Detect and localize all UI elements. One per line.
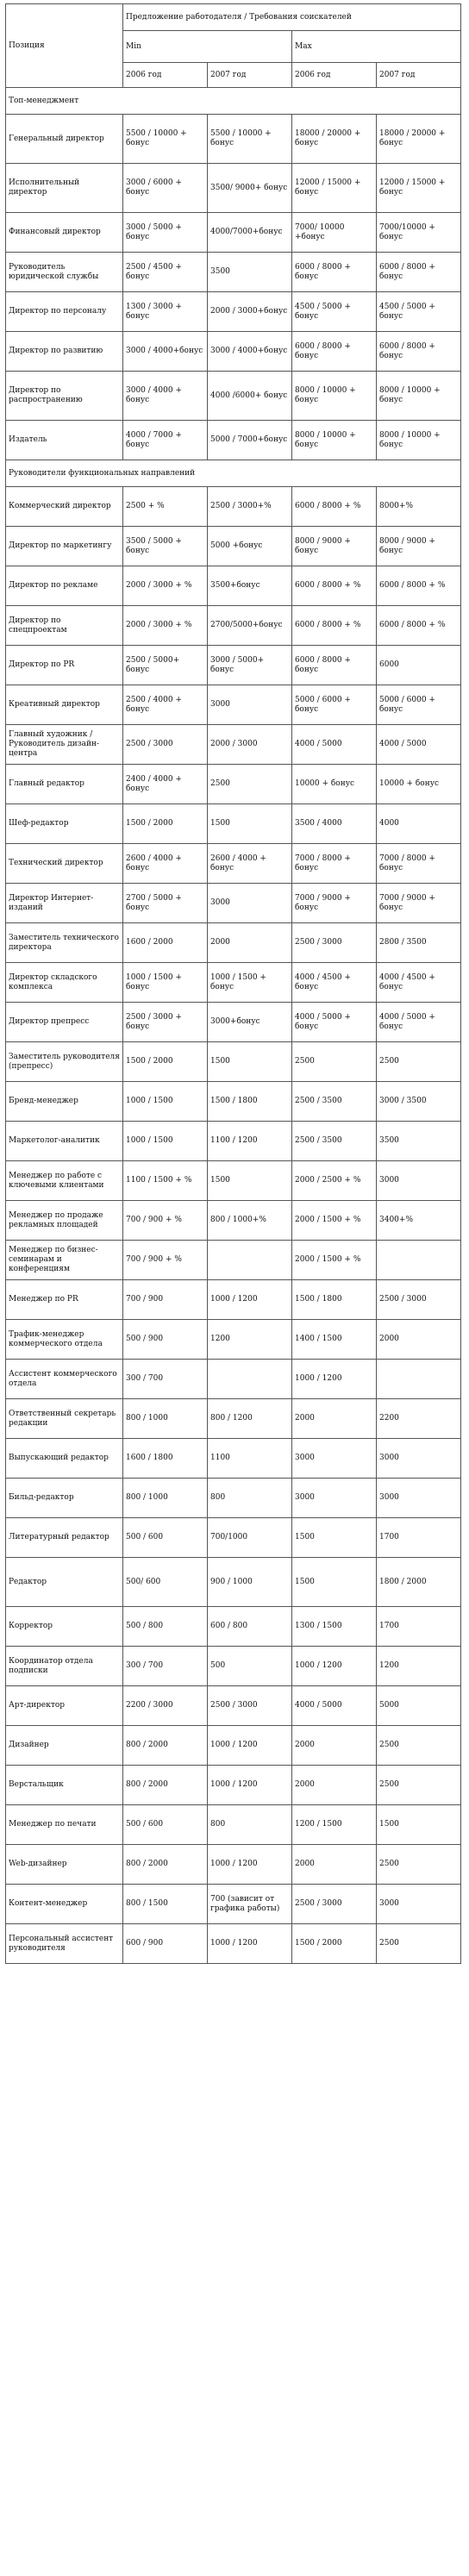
- table-row: [6, 804, 461, 844]
- salary-cell: 2200 / 3000: [123, 1686, 208, 1726]
- salary-cell: 2500 / 3500: [292, 1122, 377, 1161]
- salary-cell: 4500 / 5000 + бонус: [377, 292, 461, 332]
- salary-cell: 800 / 1200: [208, 1399, 292, 1439]
- salary-cell: 4000 / 5000 + бонус: [377, 1003, 461, 1042]
- salary-cell: 3000: [377, 1885, 461, 1924]
- table-row: [6, 1479, 461, 1518]
- salary-cell: 800 / 2000: [123, 1845, 208, 1885]
- salary-cell: 3500+бонус: [208, 566, 292, 606]
- salary-cell: 2500: [377, 1766, 461, 1805]
- table-row: [6, 1805, 461, 1845]
- table-row: [6, 1399, 461, 1439]
- salary-cell: 1000 / 1500 + бонус: [208, 963, 292, 1003]
- position-cell: Верстальщик: [6, 1766, 123, 1805]
- salary-cell: 10000 + бонус: [377, 765, 461, 804]
- table-row: [6, 1558, 461, 1607]
- salary-cell: 2500: [377, 1042, 461, 1082]
- salary-cell: 2500: [208, 765, 292, 804]
- salary-cell: 18000 / 20000 + бонус: [377, 115, 461, 164]
- salary-cell: 6000 / 8000 + бонус: [292, 253, 377, 292]
- position-cell: Персональный ассистент руководителя: [6, 1924, 123, 1964]
- position-cell: Ассистент коммерческого отдела: [6, 1360, 123, 1399]
- table-row: [6, 213, 461, 253]
- salary-cell: 2500 / 3000 + бонус: [123, 1003, 208, 1042]
- salary-cell: 1000 / 1200: [208, 1280, 292, 1320]
- salary-cell: 2500 + %: [123, 487, 208, 527]
- salary-cell: 1100 / 1200: [208, 1122, 292, 1161]
- salary-cell: 2500: [292, 1042, 377, 1082]
- table-row: [6, 253, 461, 292]
- table-row: [6, 963, 461, 1003]
- salary-cell: 4000 / 5000: [377, 725, 461, 765]
- position-cell: Выпускающий редактор: [6, 1439, 123, 1479]
- position-cell: Менеджер по бизнес-семинарам и конференциям: [6, 1241, 123, 1280]
- position-cell: Директор складского комплекса: [6, 963, 123, 1003]
- salary-cell: 4000 / 7000 + бонус: [123, 421, 208, 460]
- position-cell: Директор по рекламе: [6, 566, 123, 606]
- salary-cell: 7000/ 10000 +бонус: [292, 213, 377, 253]
- salary-cell: 3000: [292, 1439, 377, 1479]
- table-row: [6, 1766, 461, 1805]
- salary-cell: 2000 / 3000: [208, 725, 292, 765]
- salary-cell: 3500 / 5000 + бонус: [123, 527, 208, 566]
- salary-cell: 500 / 600: [123, 1805, 208, 1845]
- table-row: [6, 164, 461, 213]
- salary-cell: 1500: [292, 1518, 377, 1558]
- position-cell: Менеджер по печати: [6, 1805, 123, 1845]
- salary-cell: 1000 / 1500 + бонус: [123, 963, 208, 1003]
- salary-cell: 2500: [377, 1726, 461, 1766]
- table-row: [6, 725, 461, 765]
- salary-cell: 800 / 1000: [123, 1479, 208, 1518]
- salary-cell: 5000 / 6000 + бонус: [292, 685, 377, 725]
- table-row: [6, 1122, 461, 1161]
- salary-cell: 2000: [377, 1320, 461, 1360]
- salary-cell: 3000 / 5000 + бонус: [123, 213, 208, 253]
- salary-cell: 3500/ 9000+ бонус: [208, 164, 292, 213]
- salary-cell: 6000 / 8000 + бонус: [292, 332, 377, 372]
- year-header: 2007 год: [377, 63, 461, 88]
- salary-cell: 2000: [292, 1726, 377, 1766]
- salary-cell: 1500 / 1800: [292, 1280, 377, 1320]
- salary-cell: 4000 /6000+ бонус: [208, 372, 292, 421]
- position-cell: Директор по маркетингу: [6, 527, 123, 566]
- position-cell: Трафик-менеджер коммерческого отдела: [6, 1320, 123, 1360]
- position-cell: Бильд-редактор: [6, 1479, 123, 1518]
- salary-cell: 7000 / 8000 + бонус: [292, 844, 377, 884]
- salary-cell: 500: [208, 1647, 292, 1686]
- position-cell: Исполнительный директор: [6, 164, 123, 213]
- salary-cell: 1000 / 1500: [123, 1122, 208, 1161]
- salary-cell: 2500 / 3000: [123, 725, 208, 765]
- salary-cell: 2000 / 2500 + %: [292, 1161, 377, 1201]
- position-cell: Финансовый директор: [6, 213, 123, 253]
- table-row: [6, 1647, 461, 1686]
- table-row: [6, 685, 461, 725]
- salary-cell: 1000 / 1500: [123, 1082, 208, 1122]
- salary-cell: 3000 / 5000+ бонус: [208, 646, 292, 685]
- salary-cell: 2500 / 4500 + бонус: [123, 253, 208, 292]
- salary-cell: 2500 / 4000 + бонус: [123, 685, 208, 725]
- max-header: Max: [292, 31, 461, 63]
- salary-cell: 3000 / 6000 + бонус: [123, 164, 208, 213]
- salary-cell: 500 / 800: [123, 1607, 208, 1647]
- salary-cell: 700 / 900 + %: [123, 1241, 208, 1280]
- salary-cell: 1000 / 1200: [292, 1647, 377, 1686]
- position-cell: Директор по распространению: [6, 372, 123, 421]
- salary-cell: 8000 / 9000 + бонус: [292, 527, 377, 566]
- table-row: [6, 332, 461, 372]
- position-cell: Маркетолог-аналитик: [6, 1122, 123, 1161]
- position-cell: Генеральный директор: [6, 115, 123, 164]
- salary-cell: 2000: [292, 1766, 377, 1805]
- salary-cell: 2400 / 4000 + бонус: [123, 765, 208, 804]
- position-cell: Технический директор: [6, 844, 123, 884]
- salary-cell: 2600 / 4000 + бонус: [123, 844, 208, 884]
- salary-cell: 6000 / 8000 + бонус: [292, 646, 377, 685]
- salary-cell: 4000 / 4500 + бонус: [377, 963, 461, 1003]
- salary-cell: 3000: [377, 1479, 461, 1518]
- salary-cell: 1500: [292, 1558, 377, 1607]
- salary-cell: 1500 / 2000: [292, 1924, 377, 1964]
- year-header: 2006 год: [123, 63, 208, 88]
- section-label: Руководители функциональных направлений: [6, 460, 461, 487]
- position-cell: Менеджер по продаже рекламных площадей: [6, 1201, 123, 1241]
- salary-cell: 2500 / 3000: [292, 923, 377, 963]
- salary-cell: 3500: [208, 253, 292, 292]
- salary-cell: 4000/7000+бонус: [208, 213, 292, 253]
- salary-cell: 8000 / 10000 + бонус: [292, 421, 377, 460]
- salary-cell: 600 / 900: [123, 1924, 208, 1964]
- salary-cell: 2000 / 3000 + %: [123, 566, 208, 606]
- salary-cell: 1000 / 1200: [292, 1360, 377, 1399]
- salary-cell: 1600 / 2000: [123, 923, 208, 963]
- salary-cell: [208, 1241, 292, 1280]
- salary-cell: 5000 / 6000 + бонус: [377, 685, 461, 725]
- salary-cell: 800 / 2000: [123, 1726, 208, 1766]
- salary-cell: 3500: [377, 1122, 461, 1161]
- salary-cell: 1500 / 2000: [123, 1042, 208, 1082]
- table-row: [6, 844, 461, 884]
- salary-cell: 5000 / 7000+бонус: [208, 421, 292, 460]
- salary-cell: 6000 / 8000 + %: [292, 566, 377, 606]
- table-row: [6, 566, 461, 606]
- salary-cell: 700 / 900: [123, 1280, 208, 1320]
- salary-cell: 7000 / 8000 + бонус: [377, 844, 461, 884]
- table-row: [6, 421, 461, 460]
- salary-cell: 1700: [377, 1518, 461, 1558]
- salary-cell: 300 / 700: [123, 1360, 208, 1399]
- salary-cell: 18000 / 20000 + бонус: [292, 115, 377, 164]
- salary-cell: 2500: [377, 1845, 461, 1885]
- position-cell: Директор по развитию: [6, 332, 123, 372]
- salary-cell: 3000: [292, 1479, 377, 1518]
- salary-cell: 2600 / 4000 + бонус: [208, 844, 292, 884]
- table-row: [6, 115, 461, 164]
- salary-cell: 1000 / 1200: [208, 1766, 292, 1805]
- salary-cell: 2000: [292, 1845, 377, 1885]
- salary-cell: 1000 / 1200: [208, 1924, 292, 1964]
- salary-cell: 1100: [208, 1439, 292, 1479]
- salary-cell: 800 / 2000: [123, 1766, 208, 1805]
- salary-cell: 1500 / 1800: [208, 1082, 292, 1122]
- position-cell: Арт-директор: [6, 1686, 123, 1726]
- salary-cell: 1200: [377, 1647, 461, 1686]
- salary-cell: 1400 / 1500: [292, 1320, 377, 1360]
- position-cell: Литературный редактор: [6, 1518, 123, 1558]
- offer-header: Предложение работодателя / Требования соискателей: [123, 4, 461, 31]
- table-row: [6, 606, 461, 646]
- salary-cell: 4500 / 5000 + бонус: [292, 292, 377, 332]
- salary-cell: 1300 / 3000 + бонус: [123, 292, 208, 332]
- position-cell: Руководитель юридической службы: [6, 253, 123, 292]
- table-row: [6, 1518, 461, 1558]
- salary-cell: 7000 / 9000 + бонус: [292, 884, 377, 923]
- salary-cell: 1500: [377, 1805, 461, 1845]
- salary-cell: 3000: [377, 1439, 461, 1479]
- salary-cell: 1500: [208, 1042, 292, 1082]
- salary-cell: 2500: [377, 1924, 461, 1964]
- position-cell: Редактор: [6, 1558, 123, 1607]
- salary-cell: 1000 / 1200: [208, 1726, 292, 1766]
- position-cell: Ответственный секретарь редакции: [6, 1399, 123, 1439]
- salary-cell: 1700: [377, 1607, 461, 1647]
- table-row: [6, 1082, 461, 1122]
- salary-cell: 5500 / 10000 + бонус: [208, 115, 292, 164]
- salary-cell: [377, 1241, 461, 1280]
- salary-cell: 6000: [377, 646, 461, 685]
- salary-cell: 6000 / 8000 + %: [292, 606, 377, 646]
- section-row: [6, 88, 461, 115]
- position-cell: Издатель: [6, 421, 123, 460]
- table-row: [6, 1201, 461, 1241]
- position-cell: Директор по спецпроектам: [6, 606, 123, 646]
- salary-cell: 8000 / 9000 + бонус: [377, 527, 461, 566]
- salary-cell: 2500 / 3000: [377, 1280, 461, 1320]
- salary-cell: 4000 / 5000: [292, 1686, 377, 1726]
- position-cell: Креативный директор: [6, 685, 123, 725]
- table-row: [6, 765, 461, 804]
- salary-cell: 6000 / 8000 + бонус: [377, 332, 461, 372]
- table-row: [6, 1845, 461, 1885]
- section-row: [6, 460, 461, 487]
- salary-cell: 8000 / 10000 + бонус: [377, 421, 461, 460]
- table-row: [6, 1439, 461, 1479]
- salary-cell: 12000 / 15000 + бонус: [377, 164, 461, 213]
- table-row: [6, 1726, 461, 1766]
- position-cell: Корректор: [6, 1607, 123, 1647]
- salary-cell: 3500 / 4000: [292, 804, 377, 844]
- salary-cell: 5000: [377, 1686, 461, 1726]
- salary-cell: 2000: [292, 1399, 377, 1439]
- table-row: [6, 1161, 461, 1201]
- salary-cell: 900 / 1000: [208, 1558, 292, 1607]
- salary-cell: 700/1000: [208, 1518, 292, 1558]
- salary-cell: 10000 + бонус: [292, 765, 377, 804]
- salary-cell: 7000 / 9000 + бонус: [377, 884, 461, 923]
- table-row: [6, 1320, 461, 1360]
- salary-cell: [377, 1360, 461, 1399]
- salary-cell: 1600 / 1800: [123, 1439, 208, 1479]
- salary-cell: 8000 / 10000 + бонус: [377, 372, 461, 421]
- position-cell: Заместитель руководителя (препресс): [6, 1042, 123, 1082]
- table-row: [6, 923, 461, 963]
- table-row: [6, 1360, 461, 1399]
- position-cell: Дизайнер: [6, 1726, 123, 1766]
- salary-cell: 2200: [377, 1399, 461, 1439]
- table-row: [6, 1885, 461, 1924]
- salary-cell: 6000 / 8000 + %: [292, 487, 377, 527]
- position-cell: Коммерческий директор: [6, 487, 123, 527]
- salary-cell: 1000 / 1200: [208, 1845, 292, 1885]
- salary-cell: 800 / 1000: [123, 1399, 208, 1439]
- salary-cell: 4000 / 4500 + бонус: [292, 963, 377, 1003]
- year-header: 2007 год: [208, 63, 292, 88]
- salary-cell: 3400+%: [377, 1201, 461, 1241]
- salary-cell: 6000 / 8000 + %: [377, 606, 461, 646]
- position-cell: Web-дизайнер: [6, 1845, 123, 1885]
- table-row: [6, 884, 461, 923]
- salary-table: [5, 3, 461, 1964]
- position-cell: Директор по PR: [6, 646, 123, 685]
- salary-cell: 800: [208, 1479, 292, 1518]
- position-cell: Контент-менеджер: [6, 1885, 123, 1924]
- salary-cell: 2000 / 1500 + %: [292, 1241, 377, 1280]
- salary-cell: 1200 / 1500: [292, 1805, 377, 1845]
- position-cell: Директор Интернет-изданий: [6, 884, 123, 923]
- salary-cell: 2000: [208, 923, 292, 963]
- salary-cell: 1500: [208, 804, 292, 844]
- salary-cell: 8000 / 10000 + бонус: [292, 372, 377, 421]
- salary-cell: 700 / 900 + %: [123, 1201, 208, 1241]
- salary-cell: 2500 / 3000: [208, 1686, 292, 1726]
- table-row: [6, 1003, 461, 1042]
- position-cell: Заместитель технического директора: [6, 923, 123, 963]
- salary-cell: 6000 / 8000 + бонус: [377, 253, 461, 292]
- salary-cell: 800: [208, 1805, 292, 1845]
- salary-cell: 2700/5000+бонус: [208, 606, 292, 646]
- salary-cell: 700 (зависит от графика работы): [208, 1885, 292, 1924]
- salary-cell: 3000+бонус: [208, 1003, 292, 1042]
- salary-cell: 2000 / 3000 + %: [123, 606, 208, 646]
- section-label: Топ-менеджмент: [6, 88, 461, 115]
- salary-cell: 1300 / 1500: [292, 1607, 377, 1647]
- salary-cell: 3000: [208, 884, 292, 923]
- salary-cell: 12000 / 15000 + бонус: [292, 164, 377, 213]
- salary-cell: 500 / 600: [123, 1518, 208, 1558]
- table-row: [6, 527, 461, 566]
- salary-cell: 600 / 800: [208, 1607, 292, 1647]
- table-row: [6, 1607, 461, 1647]
- table-row: [6, 487, 461, 527]
- salary-cell: 3000 / 3500: [377, 1082, 461, 1122]
- year-header: 2006 год: [292, 63, 377, 88]
- table-row: [6, 646, 461, 685]
- salary-cell: 4000 / 5000: [292, 725, 377, 765]
- table-body: [6, 88, 461, 1964]
- salary-cell: [208, 1360, 292, 1399]
- salary-cell: 1500 / 2000: [123, 804, 208, 844]
- salary-cell: 1800 / 2000: [377, 1558, 461, 1607]
- min-header: Min: [123, 31, 292, 63]
- table-row: [6, 1241, 461, 1280]
- salary-cell: 4000 / 5000 + бонус: [292, 1003, 377, 1042]
- salary-cell: 1200: [208, 1320, 292, 1360]
- position-cell: Координатор отдела подписки: [6, 1647, 123, 1686]
- salary-cell: 500/ 600: [123, 1558, 208, 1607]
- position-header: Позиция: [6, 4, 123, 88]
- salary-cell: 2500 / 3000+%: [208, 487, 292, 527]
- salary-cell: 5000 +бонус: [208, 527, 292, 566]
- position-cell: Директор по персоналу: [6, 292, 123, 332]
- salary-cell: 4000: [377, 804, 461, 844]
- salary-cell: 2500 / 5000+ бонус: [123, 646, 208, 685]
- salary-cell: 1100 / 1500 + %: [123, 1161, 208, 1201]
- position-cell: Директор препресс: [6, 1003, 123, 1042]
- position-cell: Главный редактор: [6, 765, 123, 804]
- salary-cell: 6000 / 8000 + %: [377, 566, 461, 606]
- position-cell: Менеджер по работе с ключевыми клиентами: [6, 1161, 123, 1201]
- table-row: [6, 1686, 461, 1726]
- position-cell: Бренд-менеджер: [6, 1082, 123, 1122]
- salary-cell: 500 / 900: [123, 1320, 208, 1360]
- salary-cell: 1500: [208, 1161, 292, 1201]
- salary-cell: 3000: [208, 685, 292, 725]
- position-cell: Менеджер по PR: [6, 1280, 123, 1320]
- salary-cell: 2700 / 5000 + бонус: [123, 884, 208, 923]
- salary-cell: 2800 / 3500: [377, 923, 461, 963]
- position-cell: Главный художник / Руководитель дизайн-центра: [6, 725, 123, 765]
- salary-cell: 3000 / 4000+бонус: [208, 332, 292, 372]
- table-row: [6, 372, 461, 421]
- salary-cell: 7000/10000 + бонус: [377, 213, 461, 253]
- table-row: [6, 1280, 461, 1320]
- position-cell: Шеф-редактор: [6, 804, 123, 844]
- table-header: [6, 4, 461, 88]
- salary-cell: 3000: [377, 1161, 461, 1201]
- table-row: [6, 1924, 461, 1964]
- table-row: [6, 292, 461, 332]
- salary-cell: 2000 / 1500 + %: [292, 1201, 377, 1241]
- salary-cell: 8000+%: [377, 487, 461, 527]
- salary-cell: 800 / 1500: [123, 1885, 208, 1924]
- salary-cell: 5500 / 10000 + бонус: [123, 115, 208, 164]
- salary-cell: 2000 / 3000+бонус: [208, 292, 292, 332]
- salary-cell: 2500 / 3500: [292, 1082, 377, 1122]
- salary-cell: 2500 / 3000: [292, 1885, 377, 1924]
- salary-cell: 3000 / 4000 + бонус: [123, 372, 208, 421]
- salary-cell: 800 / 1000+%: [208, 1201, 292, 1241]
- salary-cell: 3000 / 4000+бонус: [123, 332, 208, 372]
- salary-cell: 300 / 700: [123, 1647, 208, 1686]
- table-row: [6, 1042, 461, 1082]
